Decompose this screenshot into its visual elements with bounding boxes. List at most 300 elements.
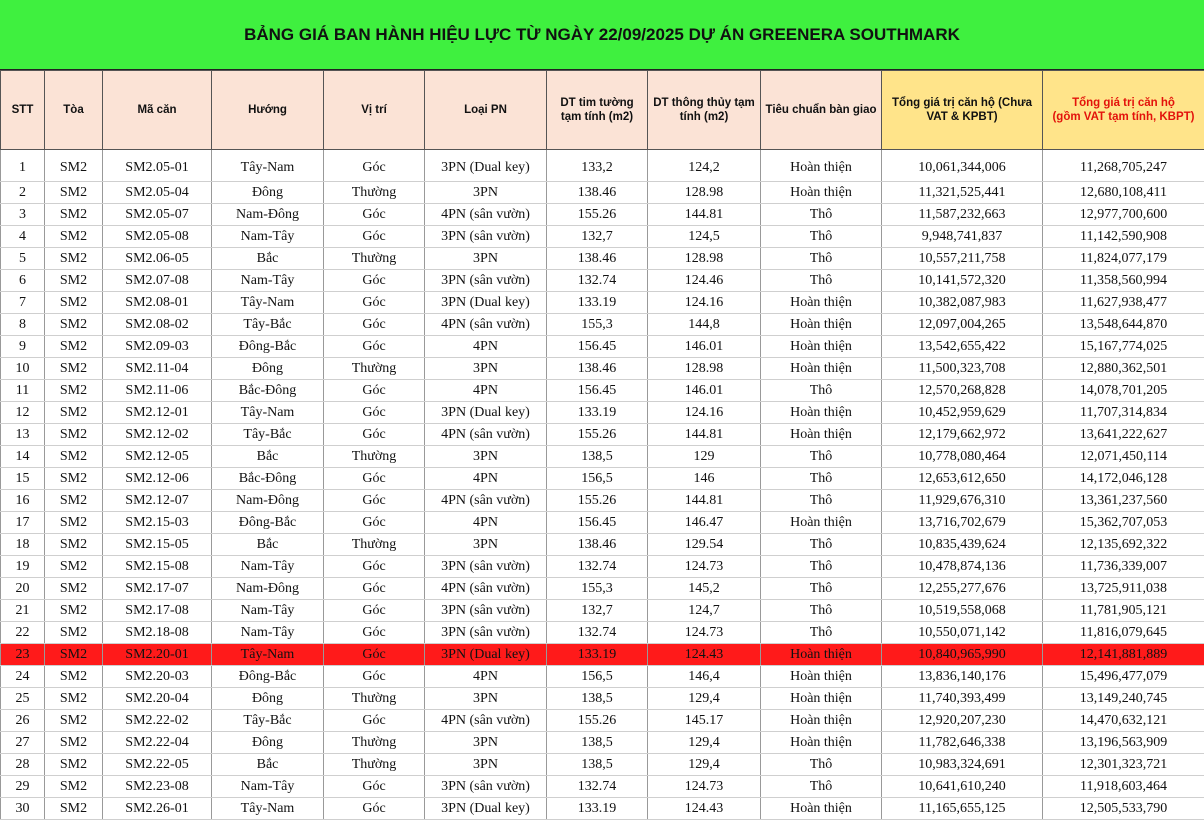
- cell-tong-gom-vat: 12,301,323,721: [1043, 754, 1204, 776]
- header-huong: Hướng: [212, 71, 324, 150]
- cell-toa: SM2: [45, 314, 103, 336]
- cell-loai-pn: 3PN (Dual key): [425, 798, 547, 820]
- cell-toa: SM2: [45, 666, 103, 688]
- cell-dt-tim-tuong: 132.74: [547, 556, 648, 578]
- cell-tieu-chuan: Thô: [761, 776, 882, 798]
- cell-vi-tri: Góc: [324, 798, 425, 820]
- cell-stt: 29: [1, 776, 45, 798]
- cell-vi-tri: Góc: [324, 292, 425, 314]
- cell-dt-tim-tuong: 132,7: [547, 226, 648, 248]
- cell-vi-tri: Góc: [324, 424, 425, 446]
- cell-tong-gom-vat: 12,880,362,501: [1043, 358, 1204, 380]
- cell-tong-gom-vat: 15,362,707,053: [1043, 512, 1204, 534]
- cell-toa: SM2: [45, 402, 103, 424]
- cell-dt-thong-thuy: 129.54: [648, 534, 761, 556]
- cell-tong-chua-vat: 11,587,232,663: [882, 204, 1043, 226]
- cell-dt-tim-tuong: 155.26: [547, 710, 648, 732]
- table-header: [1, 71, 1204, 150]
- cell-dt-thong-thuy: 124,5: [648, 226, 761, 248]
- cell-huong: Đông: [212, 358, 324, 380]
- cell-tong-chua-vat: 10,550,071,142: [882, 622, 1043, 644]
- cell-huong: Nam-Đông: [212, 204, 324, 226]
- cell-dt-tim-tuong: 138,5: [547, 754, 648, 776]
- cell-tong-gom-vat: 11,358,560,994: [1043, 270, 1204, 292]
- cell-tieu-chuan: Hoàn thiện: [761, 402, 882, 424]
- cell-toa: SM2: [45, 204, 103, 226]
- cell-dt-thong-thuy: 124.16: [648, 292, 761, 314]
- cell-stt: 14: [1, 446, 45, 468]
- table-row: [1, 226, 1204, 248]
- cell-dt-thong-thuy: 124.73: [648, 556, 761, 578]
- cell-vi-tri: Góc: [324, 666, 425, 688]
- cell-tong-chua-vat: 11,929,676,310: [882, 490, 1043, 512]
- cell-stt: 10: [1, 358, 45, 380]
- table-row: [1, 754, 1204, 776]
- cell-tong-chua-vat: 11,165,655,125: [882, 798, 1043, 820]
- cell-tong-gom-vat: 11,824,077,179: [1043, 248, 1204, 270]
- cell-loai-pn: 3PN (Dual key): [425, 155, 547, 182]
- cell-tong-gom-vat: 15,496,477,079: [1043, 666, 1204, 688]
- cell-dt-thong-thuy: 146.01: [648, 380, 761, 402]
- table-row: [1, 732, 1204, 754]
- cell-dt-tim-tuong: 155.26: [547, 204, 648, 226]
- cell-dt-thong-thuy: 146,4: [648, 666, 761, 688]
- cell-toa: SM2: [45, 336, 103, 358]
- cell-vi-tri: Góc: [324, 776, 425, 798]
- cell-tieu-chuan: Thô: [761, 204, 882, 226]
- cell-dt-thong-thuy: 129,4: [648, 754, 761, 776]
- cell-dt-thong-thuy: 128.98: [648, 248, 761, 270]
- cell-dt-thong-thuy: 129: [648, 446, 761, 468]
- cell-stt: 7: [1, 292, 45, 314]
- cell-huong: Bắc: [212, 534, 324, 556]
- cell-loai-pn: 3PN: [425, 182, 547, 204]
- cell-toa: SM2: [45, 644, 103, 666]
- cell-ma-can: SM2.05-01: [103, 155, 212, 182]
- cell-loai-pn: 3PN (Dual key): [425, 402, 547, 424]
- cell-tong-chua-vat: 11,321,525,441: [882, 182, 1043, 204]
- cell-stt: 13: [1, 424, 45, 446]
- cell-loai-pn: 3PN (sân vườn): [425, 226, 547, 248]
- table-row: [1, 776, 1204, 798]
- cell-tieu-chuan: Hoàn thiện: [761, 424, 882, 446]
- cell-stt: 20: [1, 578, 45, 600]
- cell-tong-chua-vat: 10,641,610,240: [882, 776, 1043, 798]
- cell-stt: 2: [1, 182, 45, 204]
- cell-ma-can: SM2.12-07: [103, 490, 212, 512]
- table-row: [1, 155, 1204, 182]
- cell-stt: 11: [1, 380, 45, 402]
- cell-loai-pn: 3PN: [425, 358, 547, 380]
- cell-dt-thong-thuy: 124.43: [648, 644, 761, 666]
- cell-dt-tim-tuong: 138,5: [547, 446, 648, 468]
- cell-huong: Đông: [212, 732, 324, 754]
- cell-ma-can: SM2.17-08: [103, 600, 212, 622]
- cell-vi-tri: Thường: [324, 534, 425, 556]
- cell-ma-can: SM2.15-03: [103, 512, 212, 534]
- cell-tong-chua-vat: 12,255,277,676: [882, 578, 1043, 600]
- cell-tieu-chuan: Thô: [761, 270, 882, 292]
- cell-vi-tri: Thường: [324, 732, 425, 754]
- cell-dt-tim-tuong: 138.46: [547, 534, 648, 556]
- cell-stt: 19: [1, 556, 45, 578]
- cell-tong-gom-vat: 14,172,046,128: [1043, 468, 1204, 490]
- cell-tong-chua-vat: 10,141,572,320: [882, 270, 1043, 292]
- cell-huong: Nam-Đông: [212, 490, 324, 512]
- table-row: [1, 182, 1204, 204]
- cell-dt-tim-tuong: 138,5: [547, 732, 648, 754]
- cell-loai-pn: 3PN (sân vườn): [425, 556, 547, 578]
- cell-vi-tri: Thường: [324, 446, 425, 468]
- cell-tieu-chuan: Hoàn thiện: [761, 666, 882, 688]
- header-dt-tim-tuong: DT tim tường tạm tính (m2): [547, 71, 648, 150]
- cell-stt: 22: [1, 622, 45, 644]
- cell-vi-tri: Góc: [324, 556, 425, 578]
- cell-ma-can: SM2.05-04: [103, 182, 212, 204]
- cell-huong: Tây-Nam: [212, 798, 324, 820]
- cell-vi-tri: Góc: [324, 314, 425, 336]
- cell-huong: Tây-Bắc: [212, 424, 324, 446]
- cell-vi-tri: Thường: [324, 688, 425, 710]
- cell-loai-pn: 3PN: [425, 446, 547, 468]
- cell-loai-pn: 3PN (sân vườn): [425, 776, 547, 798]
- cell-tong-chua-vat: 13,716,702,679: [882, 512, 1043, 534]
- cell-dt-thong-thuy: 124.43: [648, 798, 761, 820]
- cell-tong-gom-vat: 12,680,108,411: [1043, 182, 1204, 204]
- header-vi-tri: Vị trí: [324, 71, 425, 150]
- cell-dt-tim-tuong: 133.19: [547, 644, 648, 666]
- cell-ma-can: SM2.22-04: [103, 732, 212, 754]
- cell-tong-chua-vat: 12,097,004,265: [882, 314, 1043, 336]
- cell-loai-pn: 3PN (sân vườn): [425, 622, 547, 644]
- cell-dt-thong-thuy: 146.01: [648, 336, 761, 358]
- cell-tieu-chuan: Hoàn thiện: [761, 292, 882, 314]
- cell-huong: Tây-Bắc: [212, 710, 324, 732]
- cell-toa: SM2: [45, 155, 103, 182]
- cell-dt-tim-tuong: 132,7: [547, 600, 648, 622]
- cell-dt-tim-tuong: 133.19: [547, 292, 648, 314]
- header-tong-gom-vat: [1043, 71, 1204, 150]
- cell-stt: 30: [1, 798, 45, 820]
- table-body: [1, 150, 1204, 820]
- table-row: [1, 402, 1204, 424]
- cell-tieu-chuan: Hoàn thiện: [761, 336, 882, 358]
- cell-dt-tim-tuong: 133,2: [547, 155, 648, 182]
- cell-huong: Nam-Đông: [212, 578, 324, 600]
- cell-tieu-chuan: Hoàn thiện: [761, 798, 882, 820]
- cell-huong: Bắc-Đông: [212, 468, 324, 490]
- cell-toa: SM2: [45, 622, 103, 644]
- cell-tieu-chuan: Thô: [761, 622, 882, 644]
- cell-tong-gom-vat: 11,142,590,908: [1043, 226, 1204, 248]
- cell-dt-thong-thuy: 144.81: [648, 424, 761, 446]
- cell-toa: SM2: [45, 776, 103, 798]
- cell-dt-tim-tuong: 155.26: [547, 490, 648, 512]
- cell-dt-tim-tuong: 156.45: [547, 380, 648, 402]
- cell-tieu-chuan: Thô: [761, 380, 882, 402]
- cell-tong-gom-vat: 14,470,632,121: [1043, 710, 1204, 732]
- cell-loai-pn: 4PN: [425, 468, 547, 490]
- header-dt-thong-thuy: DT thông thủy tạm tính (m2): [648, 71, 761, 150]
- cell-tong-chua-vat: 13,836,140,176: [882, 666, 1043, 688]
- table-row: [1, 490, 1204, 512]
- cell-vi-tri: Góc: [324, 155, 425, 182]
- cell-tong-gom-vat: 12,071,450,114: [1043, 446, 1204, 468]
- cell-vi-tri: Góc: [324, 600, 425, 622]
- cell-tong-chua-vat: 10,061,344,006: [882, 155, 1043, 182]
- cell-vi-tri: Góc: [324, 380, 425, 402]
- cell-tong-chua-vat: 13,542,655,422: [882, 336, 1043, 358]
- table-row: [1, 204, 1204, 226]
- header-tong-gom-vat-line1: Tổng giá trị căn hộ: [1072, 97, 1175, 109]
- cell-tong-gom-vat: 12,977,700,600: [1043, 204, 1204, 226]
- cell-tong-gom-vat: 13,361,237,560: [1043, 490, 1204, 512]
- cell-dt-tim-tuong: 156,5: [547, 468, 648, 490]
- cell-dt-tim-tuong: 155,3: [547, 578, 648, 600]
- cell-tieu-chuan: Hoàn thiện: [761, 644, 882, 666]
- cell-vi-tri: Góc: [324, 710, 425, 732]
- cell-dt-thong-thuy: 129,4: [648, 732, 761, 754]
- cell-toa: SM2: [45, 446, 103, 468]
- cell-dt-thong-thuy: 146.47: [648, 512, 761, 534]
- cell-stt: 9: [1, 336, 45, 358]
- cell-loai-pn: 4PN (sân vườn): [425, 314, 547, 336]
- cell-dt-tim-tuong: 132.74: [547, 776, 648, 798]
- cell-loai-pn: 3PN (sân vườn): [425, 270, 547, 292]
- cell-tong-chua-vat: 10,382,087,983: [882, 292, 1043, 314]
- cell-ma-can: SM2.12-01: [103, 402, 212, 424]
- cell-tong-gom-vat: 11,918,603,464: [1043, 776, 1204, 798]
- cell-stt: 26: [1, 710, 45, 732]
- table-row: [1, 688, 1204, 710]
- table-row: [1, 424, 1204, 446]
- cell-loai-pn: 4PN: [425, 336, 547, 358]
- cell-tieu-chuan: Thô: [761, 226, 882, 248]
- cell-dt-tim-tuong: 156.45: [547, 512, 648, 534]
- cell-vi-tri: Thường: [324, 248, 425, 270]
- cell-huong: Nam-Tây: [212, 622, 324, 644]
- cell-tong-chua-vat: 11,500,323,708: [882, 358, 1043, 380]
- cell-ma-can: SM2.17-07: [103, 578, 212, 600]
- cell-tong-chua-vat: 12,179,662,972: [882, 424, 1043, 446]
- cell-toa: SM2: [45, 556, 103, 578]
- cell-toa: SM2: [45, 512, 103, 534]
- cell-vi-tri: Góc: [324, 512, 425, 534]
- cell-tieu-chuan: Hoàn thiện: [761, 358, 882, 380]
- cell-dt-tim-tuong: 156,5: [547, 666, 648, 688]
- cell-toa: SM2: [45, 248, 103, 270]
- cell-toa: SM2: [45, 468, 103, 490]
- cell-huong: Đông: [212, 182, 324, 204]
- cell-vi-tri: Góc: [324, 468, 425, 490]
- cell-toa: SM2: [45, 270, 103, 292]
- cell-ma-can: SM2.15-08: [103, 556, 212, 578]
- cell-tong-gom-vat: 12,135,692,322: [1043, 534, 1204, 556]
- cell-toa: SM2: [45, 688, 103, 710]
- table-row: [1, 600, 1204, 622]
- cell-stt: 16: [1, 490, 45, 512]
- cell-dt-thong-thuy: 124,2: [648, 155, 761, 182]
- cell-dt-thong-thuy: 124.73: [648, 622, 761, 644]
- table-row: [1, 622, 1204, 644]
- cell-huong: Nam-Tây: [212, 226, 324, 248]
- table-row-highlighted: [1, 644, 1204, 666]
- cell-vi-tri: Góc: [324, 490, 425, 512]
- cell-ma-can: SM2.12-02: [103, 424, 212, 446]
- cell-tong-chua-vat: 12,570,268,828: [882, 380, 1043, 402]
- cell-dt-thong-thuy: 129,4: [648, 688, 761, 710]
- cell-ma-can: SM2.20-01: [103, 644, 212, 666]
- cell-toa: SM2: [45, 490, 103, 512]
- cell-ma-can: SM2.20-04: [103, 688, 212, 710]
- cell-dt-thong-thuy: 145.17: [648, 710, 761, 732]
- cell-stt: 27: [1, 732, 45, 754]
- cell-huong: Đông-Bắc: [212, 336, 324, 358]
- cell-vi-tri: Góc: [324, 578, 425, 600]
- cell-tong-gom-vat: 11,816,079,645: [1043, 622, 1204, 644]
- cell-tong-chua-vat: 10,835,439,624: [882, 534, 1043, 556]
- cell-stt: 15: [1, 468, 45, 490]
- table-row: [1, 556, 1204, 578]
- cell-tong-chua-vat: 10,478,874,136: [882, 556, 1043, 578]
- cell-ma-can: SM2.26-01: [103, 798, 212, 820]
- cell-ma-can: SM2.08-02: [103, 314, 212, 336]
- table-row: [1, 446, 1204, 468]
- cell-stt: 6: [1, 270, 45, 292]
- cell-huong: Bắc: [212, 754, 324, 776]
- cell-vi-tri: Góc: [324, 270, 425, 292]
- header-tong-gom-vat-line2: (gồm VAT tạm tính, KBPT): [1052, 111, 1195, 123]
- cell-loai-pn: 3PN (Dual key): [425, 644, 547, 666]
- header-tong-chua-vat: Tổng giá trị căn hộ (Chưa VAT & KPBT): [882, 71, 1043, 150]
- cell-tong-gom-vat: 13,641,222,627: [1043, 424, 1204, 446]
- cell-huong: Tây-Bắc: [212, 314, 324, 336]
- cell-huong: Bắc: [212, 248, 324, 270]
- cell-tong-gom-vat: 13,149,240,745: [1043, 688, 1204, 710]
- cell-loai-pn: 4PN: [425, 380, 547, 402]
- cell-ma-can: SM2.05-08: [103, 226, 212, 248]
- cell-stt: 8: [1, 314, 45, 336]
- cell-ma-can: SM2.20-03: [103, 666, 212, 688]
- cell-tieu-chuan: Hoàn thiện: [761, 314, 882, 336]
- cell-toa: SM2: [45, 732, 103, 754]
- cell-loai-pn: 3PN: [425, 732, 547, 754]
- cell-huong: Bắc: [212, 446, 324, 468]
- cell-stt: 28: [1, 754, 45, 776]
- header-ma-can: Mã căn: [103, 71, 212, 150]
- cell-stt: 21: [1, 600, 45, 622]
- cell-tong-gom-vat: 11,627,938,477: [1043, 292, 1204, 314]
- cell-huong: Đông-Bắc: [212, 666, 324, 688]
- cell-vi-tri: Góc: [324, 336, 425, 358]
- cell-ma-can: SM2.23-08: [103, 776, 212, 798]
- cell-loai-pn: 4PN: [425, 512, 547, 534]
- cell-ma-can: SM2.05-07: [103, 204, 212, 226]
- header-tieu-chuan: Tiêu chuẩn bàn giao: [761, 71, 882, 150]
- cell-loai-pn: 3PN (Dual key): [425, 292, 547, 314]
- cell-tong-chua-vat: 11,782,646,338: [882, 732, 1043, 754]
- cell-ma-can: SM2.22-05: [103, 754, 212, 776]
- cell-vi-tri: Thường: [324, 182, 425, 204]
- cell-toa: SM2: [45, 358, 103, 380]
- cell-loai-pn: 4PN: [425, 666, 547, 688]
- cell-toa: SM2: [45, 600, 103, 622]
- cell-stt: 5: [1, 248, 45, 270]
- cell-dt-thong-thuy: 124.73: [648, 776, 761, 798]
- cell-huong: Nam-Tây: [212, 776, 324, 798]
- cell-tong-chua-vat: 12,920,207,230: [882, 710, 1043, 732]
- cell-vi-tri: Góc: [324, 622, 425, 644]
- cell-huong: Tây-Nam: [212, 644, 324, 666]
- cell-huong: Tây-Nam: [212, 292, 324, 314]
- cell-dt-thong-thuy: 146: [648, 468, 761, 490]
- table-row: [1, 270, 1204, 292]
- cell-stt: 24: [1, 666, 45, 688]
- cell-dt-thong-thuy: 124.46: [648, 270, 761, 292]
- cell-dt-thong-thuy: 145,2: [648, 578, 761, 600]
- cell-tong-gom-vat: 13,196,563,909: [1043, 732, 1204, 754]
- cell-vi-tri: Góc: [324, 204, 425, 226]
- cell-tieu-chuan: Thô: [761, 490, 882, 512]
- cell-ma-can: SM2.06-05: [103, 248, 212, 270]
- cell-vi-tri: Thường: [324, 358, 425, 380]
- cell-toa: SM2: [45, 380, 103, 402]
- cell-dt-tim-tuong: 155,3: [547, 314, 648, 336]
- cell-vi-tri: Góc: [324, 644, 425, 666]
- cell-dt-thong-thuy: 144.81: [648, 204, 761, 226]
- cell-tong-chua-vat: 10,840,965,990: [882, 644, 1043, 666]
- cell-tieu-chuan: Hoàn thiện: [761, 155, 882, 182]
- cell-tieu-chuan: Hoàn thiện: [761, 688, 882, 710]
- cell-tong-gom-vat: 13,548,644,870: [1043, 314, 1204, 336]
- cell-tong-gom-vat: 12,141,881,889: [1043, 644, 1204, 666]
- cell-ma-can: SM2.12-05: [103, 446, 212, 468]
- cell-tong-chua-vat: 9,948,741,837: [882, 226, 1043, 248]
- cell-tong-chua-vat: 10,983,324,691: [882, 754, 1043, 776]
- cell-dt-tim-tuong: 138,5: [547, 688, 648, 710]
- cell-stt: 12: [1, 402, 45, 424]
- table-row: [1, 666, 1204, 688]
- cell-ma-can: SM2.12-06: [103, 468, 212, 490]
- cell-stt: 1: [1, 155, 45, 182]
- cell-tong-gom-vat: 11,781,905,121: [1043, 600, 1204, 622]
- cell-ma-can: SM2.11-04: [103, 358, 212, 380]
- cell-tieu-chuan: Thô: [761, 556, 882, 578]
- cell-tong-chua-vat: 10,778,080,464: [882, 446, 1043, 468]
- cell-loai-pn: 3PN: [425, 754, 547, 776]
- cell-tieu-chuan: Hoàn thiện: [761, 182, 882, 204]
- cell-toa: SM2: [45, 182, 103, 204]
- table-row: [1, 380, 1204, 402]
- cell-toa: SM2: [45, 226, 103, 248]
- cell-tieu-chuan: Thô: [761, 754, 882, 776]
- cell-toa: SM2: [45, 292, 103, 314]
- cell-toa: SM2: [45, 710, 103, 732]
- cell-ma-can: SM2.15-05: [103, 534, 212, 556]
- cell-dt-tim-tuong: 133.19: [547, 798, 648, 820]
- cell-stt: 23: [1, 644, 45, 666]
- cell-loai-pn: 4PN (sân vườn): [425, 710, 547, 732]
- cell-tieu-chuan: Hoàn thiện: [761, 732, 882, 754]
- cell-dt-tim-tuong: 133.19: [547, 402, 648, 424]
- cell-tieu-chuan: Thô: [761, 578, 882, 600]
- cell-tong-gom-vat: 15,167,774,025: [1043, 336, 1204, 358]
- table-row: [1, 468, 1204, 490]
- cell-dt-thong-thuy: 144,8: [648, 314, 761, 336]
- cell-dt-thong-thuy: 124.16: [648, 402, 761, 424]
- table-row: [1, 710, 1204, 732]
- table-row: [1, 314, 1204, 336]
